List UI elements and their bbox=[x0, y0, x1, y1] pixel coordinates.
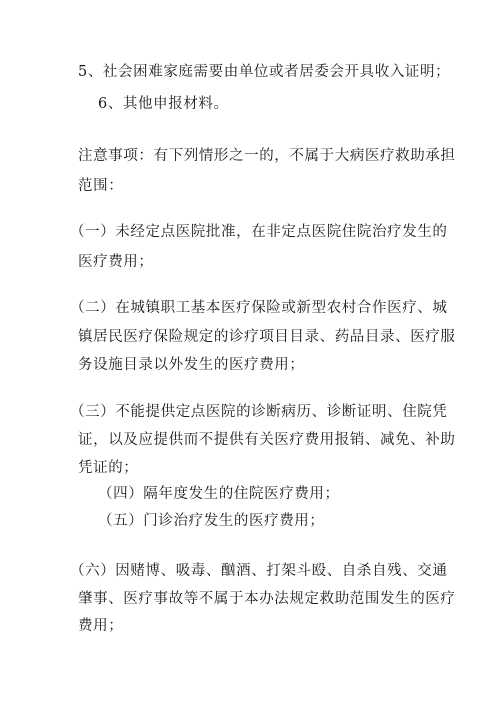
case-3-line-2: 证，以及应提供而不提供有关医疗费用报销、减免、补助 bbox=[78, 432, 456, 448]
case-6-line-1: （六）因赌博、吸毒、酗酒、打架斗殴、自杀自残、交通 bbox=[70, 563, 448, 579]
case-2-line-3: 务设施目录以外发生的医疗费用； bbox=[78, 357, 305, 373]
case-5-text: （五）门诊治疗发生的医疗费用； bbox=[98, 513, 325, 529]
notice-heading-line-2: 范围： bbox=[78, 178, 124, 194]
notice-heading-line-1: 注意事项：有下列情形之一的，不属于大病医疗救助承担 bbox=[78, 148, 456, 164]
case-2-line-2: 镇居民医疗保险规定的诊疗项目目录、药品目录、医疗服 bbox=[78, 329, 456, 345]
case-6-line-2: 肇事、医疗事故等不属于本办法规定救助范围发生的医疗 bbox=[78, 591, 456, 607]
case-6-line-3: 费用； bbox=[78, 618, 124, 634]
case-3-line-3: 凭证的； bbox=[78, 460, 139, 476]
case-1-line-2: 医疗费用； bbox=[78, 254, 154, 270]
case-3-line-1: （三）不能提供定点医院的诊断病历、诊断证明、住院凭 bbox=[70, 404, 448, 420]
item-5-text: 5、社会困难家庭需要由单位或者居委会开具收入证明； bbox=[78, 64, 451, 80]
case-1-line-1: （一）未经定点医院批准，在非定点医院住院治疗发生的 bbox=[70, 224, 448, 240]
item-6-text: 6、其他申报材料。 bbox=[98, 96, 229, 112]
case-4-text: （四）隔年度发生的住院医疗费用； bbox=[98, 486, 340, 502]
case-2-line-1: （二）在城镇职工基本医疗保险或新型农村合作医疗、城 bbox=[70, 300, 448, 316]
